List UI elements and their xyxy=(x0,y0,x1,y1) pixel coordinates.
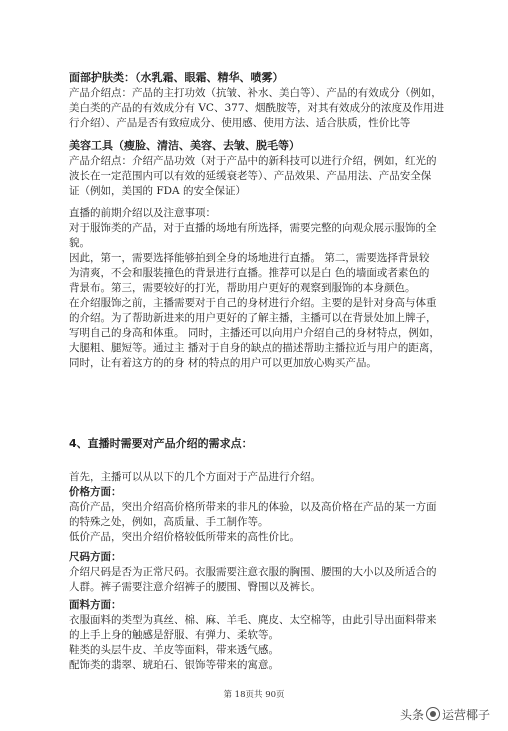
intro-line: 首先，主播可以从以下的几个方面对于产品进行介绍。 xyxy=(69,471,321,483)
text-line: 写明自己的身高和体重。 同时，主播还可以向用户介绍自己的身材特点，例如， xyxy=(69,327,440,339)
text-line: 貌。 xyxy=(69,237,90,249)
text-line: 介绍尺码是否为正常尺码。衣服需要注意衣服的胸围、腰围的大小以及所适合的 xyxy=(69,566,437,578)
watermark xyxy=(400,706,490,723)
fabric-heading: 面料方面： xyxy=(69,599,122,611)
size-heading: 尺码方面： xyxy=(69,551,122,563)
section-fabric xyxy=(69,598,449,673)
section-size xyxy=(69,550,449,595)
text-line: 配饰类的翡翠、琥珀石、银饰等带来的寓意。 xyxy=(69,659,279,671)
text-line: 在介绍服饰之前，主播需要对于自己的身材进行介绍。主要的是针对身高与体重 xyxy=(69,297,437,309)
text-line: 行介绍）、产品是否有致痘成分、使用感、使用方法、适合肤质，性价比等 xyxy=(69,117,411,129)
section-product-points-body xyxy=(69,470,449,545)
page-number: 第 18页共 90页 xyxy=(223,690,285,700)
text-line: 对于服饰类的产品，对于直播的场地有所选择，需要完整的向观众展示服饰的全 xyxy=(69,222,437,234)
text-line: 的特殊之处，例如，高质量、手工制作等。 xyxy=(69,516,269,528)
watermark-author: 运营椰子 xyxy=(442,708,491,722)
text-line: 美白类的产品的有效成分有 VC、377、烟酰胺等，对其有效成分的浓度及作用进 xyxy=(69,102,444,114)
section-beauty-tools xyxy=(69,138,449,199)
text-line: 大腿粗、腿短等。通过主 播对于自身的缺点的描述帮助主播拉近与用户的距离， xyxy=(69,342,440,354)
text-line: 的介绍。为了帮助新进来的用户更好的了解主播，主播可以在背景处加上牌子， xyxy=(69,312,437,324)
text-line: 高价产品，突出介绍高价格所带来的非凡的体验，以及高价格在产品的某一方面 xyxy=(69,501,437,513)
text-line: 衣服面料的类型为真丝、棉、麻、羊毛、麂皮、太空棉等，由此引导出面料带来 xyxy=(69,614,437,626)
text-line: 同时，让有着这方的的身 材的特点的用户可以更加放心购买产品。 xyxy=(69,357,377,369)
section-title: 面部护肤类：（水乳霜、眼霜、精华、喷雾） xyxy=(69,71,284,84)
text-line: 证（例如，美国的 FDA 的安全保证） xyxy=(69,185,246,197)
text-line: 人群。裤子需要注意介绍裤子的腰围、臀围以及裤长。 xyxy=(69,581,321,593)
text-line: 的上手上身的触感是舒服、有弹力、柔软等。 xyxy=(69,629,279,641)
section-live-intro-notes xyxy=(69,206,449,371)
text-line: 背景布。第三，需要较好的打光，帮助用户更好的观察到服饰的本身颜色。 xyxy=(69,282,416,294)
text-line: 产品介绍点：产品的主打功效（抗皱、补水、美白等）、产品的有效成分（例如， xyxy=(69,87,442,99)
text-line: 低价产品，突出介绍价格较低所带来的高性价比。 xyxy=(69,531,300,543)
text-line: 鞋类的头层牛皮、羊皮等面料，带来透气感。 xyxy=(69,644,279,656)
text-line: 波长在一定范围内可以有效的延缓衰老等）、产品效果、产品用法、产品安全保 xyxy=(69,170,432,182)
section-title: 美容工具（瘦脸、清洁、美容、去皱、脱毛等） xyxy=(69,139,300,152)
text-line: 产品介绍点：介绍产品功效（对于产品中的新科技可以进行介绍，例如，红光的 xyxy=(69,155,437,167)
section-face-skincare xyxy=(69,70,449,131)
price-heading: 价格方面： xyxy=(69,486,122,498)
watermark-prefix: 头条 xyxy=(400,708,425,722)
section-title: 4、直播时需要对产品介绍的需求点： xyxy=(69,437,253,450)
at-icon xyxy=(426,707,440,721)
text-line: 因此，第一，需要选择能够拍到全身的场地进行直播。 第二，需要选择背景较 xyxy=(69,252,430,264)
text-line: 直播的前期介绍以及注意事项： xyxy=(69,207,216,219)
text-line: 为清爽，不会和服装撞色的背景进行直播。推荐可以是白 色的墙面或者素色的 xyxy=(69,267,430,279)
section-product-points xyxy=(69,436,449,452)
